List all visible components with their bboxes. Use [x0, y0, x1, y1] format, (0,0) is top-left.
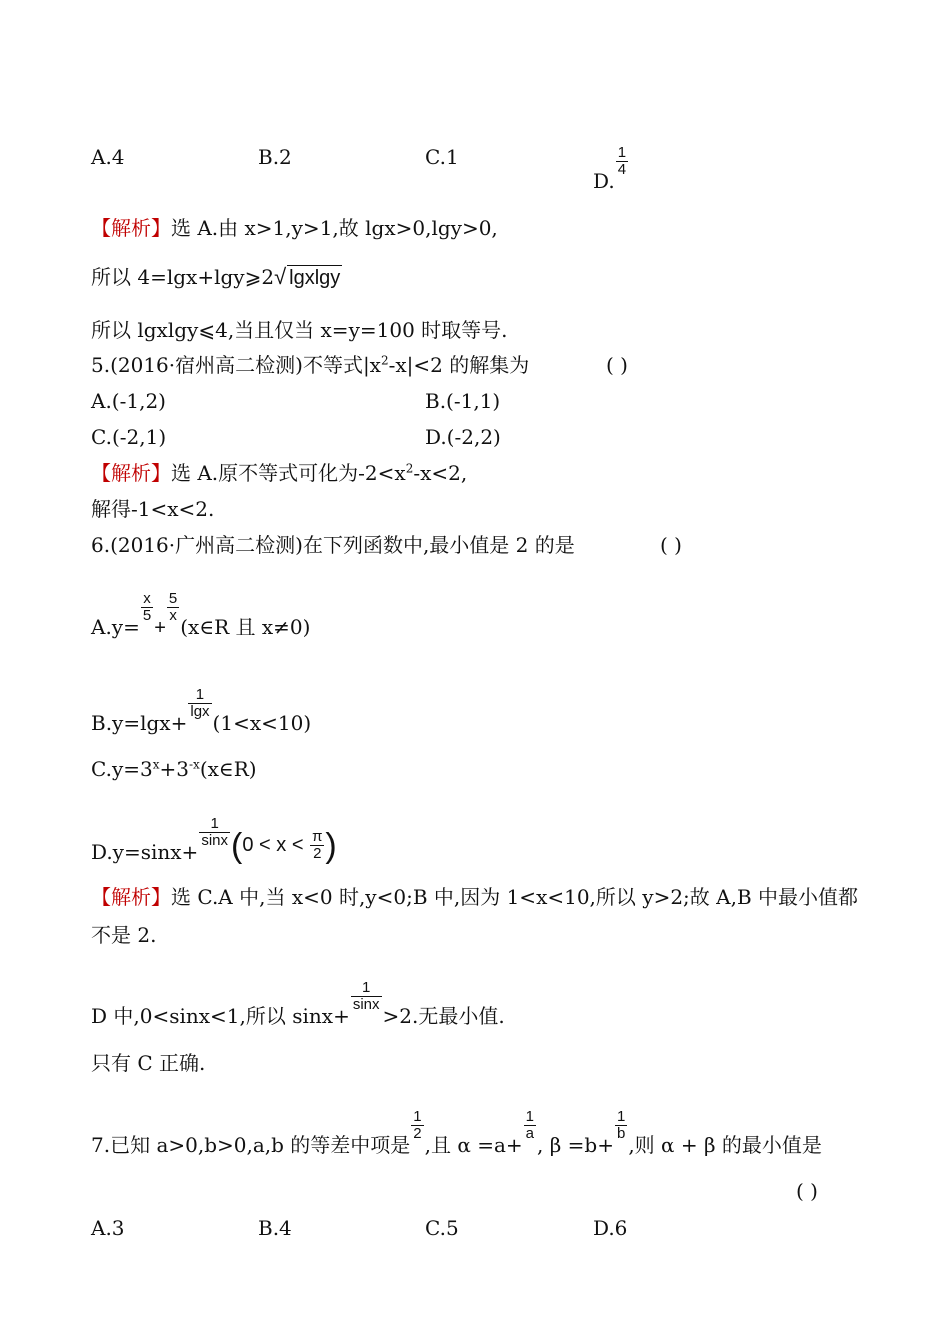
sqrt-sign: √: [274, 264, 287, 289]
q7-stem-s2: ,且 α =a+: [424, 1133, 523, 1157]
q6-option-d: [91, 816, 337, 870]
q5-stem-a: 5.(2016·宿州高二检测)不等式|x: [91, 353, 381, 377]
q5-stem-sup: 2: [380, 353, 389, 368]
q6-option-d-fraction: [199, 816, 230, 849]
fraction-numerator: 1: [525, 1108, 535, 1125]
q5-option-d: D.(-2,2): [425, 425, 501, 449]
sol4-line2: [91, 265, 342, 290]
q7-answer-blank: ( ): [796, 1179, 818, 1203]
q7-fraction-1-over-a: [524, 1109, 536, 1142]
fraction-numerator: π: [312, 828, 323, 845]
q5-stem-b: -x|<2 的解集为: [388, 353, 530, 377]
sol5-line1-sup: 2: [405, 461, 414, 476]
fraction-denominator: a: [525, 1125, 535, 1142]
fraction-numerator: 5: [168, 590, 178, 607]
fraction-denominator: x: [167, 607, 179, 624]
q6-option-c: [91, 757, 257, 781]
sol6-line3: [91, 980, 505, 1028]
fraction-numerator: 1: [617, 144, 627, 161]
fraction-denominator: 5: [142, 607, 152, 624]
fraction-denominator: 2: [413, 1125, 422, 1142]
sol5-line1-b: -x<2,: [413, 461, 468, 485]
q6-option-b: [91, 687, 311, 735]
q7-stem-s4: ,则 α + β 的最小值是: [628, 1133, 822, 1157]
sol5-line1: [91, 461, 467, 485]
sol4-line1-text: 选 A.由 x>1,y>1,故 lgx>0,lgy>0,: [171, 216, 498, 240]
plus-sign: +: [154, 617, 166, 639]
q7-fraction-1-over-b: [615, 1109, 627, 1142]
q5-answer-blank: ( ): [606, 353, 628, 377]
right-paren: ): [325, 826, 337, 865]
q7-stem: [91, 1109, 822, 1157]
q6-option-c-sup1: x: [152, 757, 160, 772]
sol6-line3-prefix: D 中,0<sinx<1,所以 sinx+: [91, 1004, 350, 1028]
q7-option-b: B.4: [258, 1216, 292, 1240]
sol4-line1: [91, 216, 498, 240]
sol6-line1: [91, 885, 858, 909]
q6-option-d-condition: 0 < x <: [242, 834, 310, 856]
q6-answer-blank: ( ): [660, 533, 682, 557]
fraction-denominator: sinx: [352, 996, 380, 1013]
fraction-numerator: 1: [195, 686, 205, 703]
solution-tag: 【解析】: [91, 885, 171, 909]
q7-fraction-half: [411, 1109, 423, 1142]
sol6-line4: 只有 C 正确.: [91, 1051, 206, 1075]
sqrt-radicand: lgxlgy: [289, 267, 341, 289]
q7-option-c: C.5: [425, 1216, 459, 1240]
fraction-numerator: x: [143, 590, 151, 607]
q4-option-d: [593, 145, 629, 193]
left-paren: (: [231, 826, 243, 865]
fraction-numerator: 1: [616, 1108, 626, 1125]
q6-option-b-prefix: B.y=lgx+: [91, 711, 188, 735]
q6-stem: 6.(2016·广州高二检测)在下列函数中,最小值是 2 的是: [91, 533, 575, 557]
fraction-denominator: b: [616, 1125, 626, 1142]
fraction-denominator: 2: [310, 845, 324, 862]
q6-option-a-fraction1: [141, 591, 153, 624]
q6-option-c-b: +3: [159, 757, 189, 781]
fraction-denominator: lgx: [190, 703, 210, 720]
q6-option-c-c: (x∈R): [199, 757, 257, 781]
sol6-line3-fraction: [351, 980, 382, 1013]
sol4-line2-text: 所以 4=lgx+lgy⩾2: [91, 265, 275, 289]
solution-tag: 【解析】: [91, 216, 171, 240]
q6-option-d-prefix: D.y=sinx+: [91, 840, 199, 864]
q4-option-a: A.4: [91, 145, 125, 169]
q6-option-b-suffix: (1<x<10): [212, 711, 312, 735]
sol5-line1-a: 选 A.原不等式可化为-2<x: [171, 461, 406, 485]
q6-option-b-fraction: [188, 687, 211, 720]
sol6-line2: 不是 2.: [91, 923, 157, 947]
q5-option-c: C.(-2,1): [91, 425, 167, 449]
solution-tag: 【解析】: [91, 461, 171, 485]
q4-option-d-label: D.: [593, 169, 615, 193]
q6-option-a-suffix: (x∈R 且 x≠0): [180, 615, 311, 639]
q6-option-a-prefix: A.y=: [91, 615, 140, 639]
q5-option-b: B.(-1,1): [425, 389, 501, 413]
q7-option-a: A.3: [91, 1216, 125, 1240]
fraction-numerator: 1: [362, 979, 371, 996]
fraction-denominator: sinx: [201, 832, 229, 849]
q7-stem-s1: 7.已知 a>0,b>0,a,b 的等差中项是: [91, 1133, 411, 1157]
sol4-line3: 所以 lgxlgy⩽4,当且仅当 x=y=100 时取等号.: [91, 318, 508, 342]
q5-stem: [91, 353, 529, 377]
q6-option-a-fraction2: [167, 591, 179, 624]
sol6-line3-suffix: >2.无最小值.: [382, 1004, 505, 1028]
fraction-denominator: 4: [617, 161, 627, 178]
sol6-line1-text: 选 C.A 中,当 x<0 时,y<0;B 中,因为 1<x<10,所以 y>2;故 A,B 中最小值都: [171, 885, 859, 909]
sol5-line2: 解得-1<x<2.: [91, 497, 215, 521]
q7-option-d: D.6: [593, 1216, 628, 1240]
q4-option-c: C.1: [425, 145, 459, 169]
q6-option-c-sup2: -x: [189, 757, 200, 772]
q4-option-d-fraction: [616, 145, 628, 178]
fraction-numerator: 1: [413, 1108, 422, 1125]
q7-stem-s3: , β =b+: [537, 1133, 614, 1157]
q4-option-b: B.2: [258, 145, 292, 169]
q6-option-c-a: C.y=3: [91, 757, 153, 781]
q6-option-a: [91, 591, 310, 640]
fraction-numerator: 1: [210, 815, 219, 832]
pi-over-two: [310, 829, 324, 862]
q5-option-a: A.(-1,2): [91, 389, 166, 413]
